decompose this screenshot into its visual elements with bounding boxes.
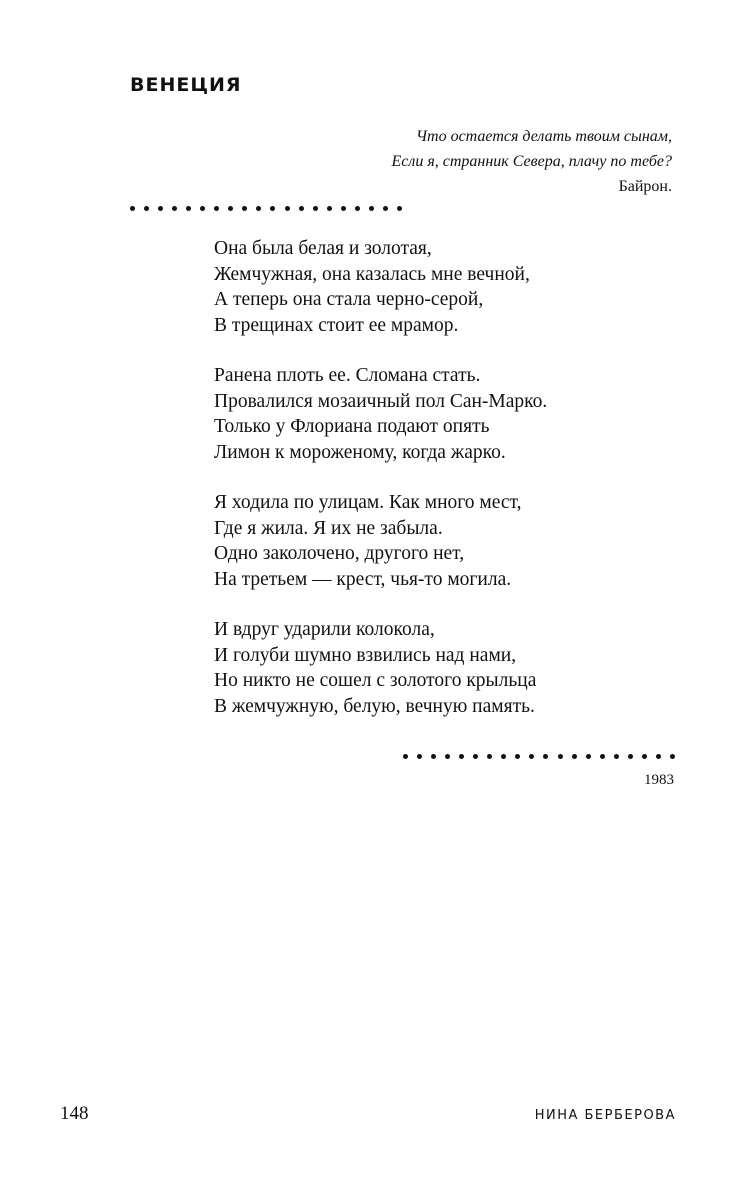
poem-line: И голуби шумно взвились над нами, [214,644,517,666]
ornament-dot [397,206,402,211]
running-footer-author: НИНА БЕРБЕРОВА [534,1108,676,1123]
ornament-dot [670,754,675,759]
page-number: 148 [60,1103,89,1124]
ornament-dot [501,754,506,759]
poem-line: Я ходила по улицам. Как много мест, [214,492,522,513]
ornament-dot [572,754,577,759]
stanza-4 [214,617,547,719]
ornament-dot [529,754,534,759]
poem-line: На третьем — крест, чья-то могила. [214,568,512,590]
stanza-3 [214,490,547,592]
poem-title: ВЕНЕЦИЯ [130,74,242,96]
poem-line: Только у Флориана подают опять [214,416,490,437]
ornament-dot [355,206,360,211]
ornament-dot [600,754,605,759]
poem-line: В жемчужную, белую, вечную память. [214,695,535,717]
ornament-dot [656,754,661,759]
ornament-dot [628,754,633,759]
poem-year: 1983 [644,772,674,788]
stanza-2 [214,363,547,465]
epigraph-line: Если я, странник Севера, плачу по тебе? [391,153,672,170]
ornament-dot [285,206,290,211]
ornament-dot [172,206,177,211]
ornament-dot [270,206,275,211]
ornament-dot [200,206,205,211]
ornament-dot [445,754,450,759]
ornament-dot [242,206,247,211]
ornament-dot [642,754,647,759]
stanza-1 [214,236,547,338]
poem-line: И вдруг ударили колокола, [214,619,435,640]
ornament-dot [327,206,332,211]
epigraph-line: Что остается делать твоим сынам, [416,128,672,145]
poem-line: Но никто не сошел с золотого крыльца [214,670,537,691]
epigraph-author: Байрон. [618,178,672,195]
ornament-divider-bottom [403,750,675,762]
ornament-dot [417,754,422,759]
poem-line: А теперь она стала черно-серой, [214,289,484,310]
ornament-dot [487,754,492,759]
ornament-dot [614,754,619,759]
ornament-divider-top [130,202,402,214]
ornament-dot [228,206,233,211]
ornament-dot [214,206,219,211]
poem-line: В трещинах стоит ее мрамор. [214,314,459,336]
ornament-dot [130,206,135,211]
poem-line: Провалился мозаичный пол Сан-Марко. [214,390,548,412]
ornament-dot [256,206,261,211]
ornament-dot [543,754,548,759]
ornament-dot [403,754,408,759]
ornament-dot [144,206,149,211]
ornament-dot [158,206,163,211]
poem-body [214,236,547,744]
ornament-dot [341,206,346,211]
poem-line: Жемчужная, она казалась мне вечной, [214,263,530,285]
ornament-dot [299,206,304,211]
ornament-dot [558,754,563,759]
ornament-dot [515,754,520,759]
poem-line: Где я жила. Я их не забыла. [214,517,443,539]
ornament-dot [459,754,464,759]
ornament-dot [383,206,388,211]
ornament-dot [431,754,436,759]
ornament-dot [369,206,374,211]
ornament-dot [473,754,478,759]
ornament-dot [586,754,591,759]
ornament-dot [313,206,318,211]
poem-line: Лимон к мороженому, когда жарко. [214,441,506,463]
poem-line: Одно заколочено, другого нет, [214,543,465,564]
epigraph [391,124,672,199]
poem-line: Она была белая и золотая, [214,238,432,259]
ornament-dot [186,206,191,211]
poem-line: Ранена плоть ее. Сломана стать. [214,365,481,386]
